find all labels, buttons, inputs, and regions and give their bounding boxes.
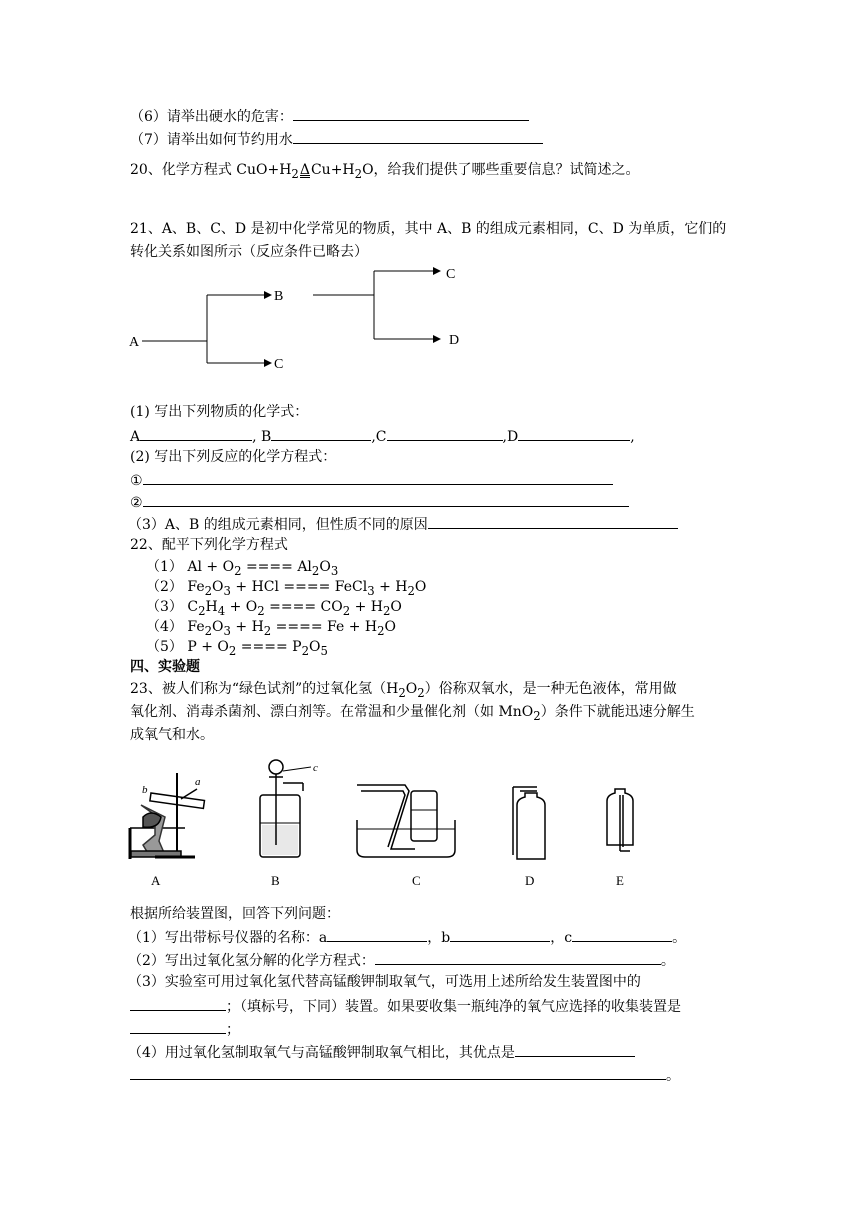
q23-sub4-line1 — [128, 1042, 635, 1062]
q22-eq3 — [146, 598, 402, 620]
blank-a-name[interactable] — [327, 927, 427, 942]
q22-eq4 — [146, 618, 396, 640]
subscript: 2 — [342, 603, 351, 618]
subscript: 2 — [257, 603, 265, 618]
subscript: 2 — [382, 603, 391, 618]
subscript: 2 — [398, 685, 406, 700]
blank-b[interactable] — [271, 426, 371, 441]
blank-a[interactable] — [140, 426, 252, 441]
subscript: 2 — [291, 166, 299, 181]
eq-number: （1） — [146, 559, 183, 575]
eq-part: + H — [374, 579, 408, 595]
intro-text: 氧化剂、消毒杀菌剂、漂白剂等。在常温和少量催化剂（如 MnO — [130, 704, 534, 720]
apparatus-c — [357, 785, 455, 857]
subscript: 2 — [228, 643, 237, 658]
q21-part2: (2) 写出下列反应的化学方程式： — [130, 449, 337, 465]
blank-reason[interactable] — [428, 514, 678, 529]
answer-blank[interactable] — [293, 106, 529, 121]
subscript: 2 — [377, 623, 385, 638]
label-apparatus-e: E — [616, 873, 624, 888]
sub3-text: ； — [226, 1022, 240, 1038]
subscript: 2 — [417, 685, 425, 700]
conversion-diagram — [120, 262, 480, 380]
eq-part: O — [212, 619, 224, 635]
intro-text: ）条件下就能迅速分解生 — [540, 704, 695, 720]
subscript: 2 — [263, 623, 272, 638]
q19-line7-text: （7）请举出如何节约用水 — [130, 132, 293, 148]
eq-part: O — [384, 619, 397, 635]
q21-part1: (1) 写出下列物质的化学式： — [130, 404, 309, 420]
answer-blank[interactable] — [293, 129, 543, 144]
intro-text: ）俗称双氧水，是一种无色液体，常用做 — [424, 681, 677, 697]
eq-part: Fe — [187, 579, 205, 595]
circled-2: ② — [130, 495, 143, 511]
eq-number: （5） — [146, 639, 183, 655]
subscript: 2 — [234, 563, 242, 578]
q23-intro-3: 成氧气和水。 — [130, 727, 214, 743]
node-d: D — [449, 333, 460, 348]
label-d: ,D — [502, 429, 519, 445]
q23-ask: 根据所给装置图，回答下列问题： — [130, 906, 340, 922]
eq-part: + H — [350, 599, 383, 615]
label-apparatus-b: B — [271, 873, 280, 888]
section-heading: 四、实验题 — [130, 659, 200, 675]
q20-text-2: Cu+H — [310, 162, 355, 178]
eq-part: O — [319, 559, 331, 575]
subscript: 2 — [533, 708, 541, 723]
sub1-text: ，c — [550, 930, 573, 946]
eq-part: + HCl ==== FeCl — [230, 579, 368, 595]
subscript: 2 — [311, 563, 320, 578]
label-c-mark: c — [313, 762, 318, 774]
label-apparatus-d: D — [525, 873, 535, 888]
q21-part3-text: （3）A、B 的组成元素相同，但性质不同的原因 — [128, 517, 428, 533]
eq-part: Al + O — [187, 559, 235, 575]
blank-eq2[interactable] — [143, 492, 629, 507]
label-end: , — [630, 429, 635, 445]
apparatus-figure — [125, 755, 665, 895]
eq-number: （3） — [146, 599, 183, 615]
eq-part: ==== CO — [264, 599, 343, 615]
blank-equation[interactable] — [375, 950, 661, 965]
sub4-text: （4）用过氧化氢制取氧气与高锰酸钾制取氧气相比，其优点是 — [128, 1045, 515, 1061]
apparatus-b — [260, 760, 311, 857]
eq-part: P + O — [187, 639, 229, 655]
node-b: B — [274, 289, 284, 304]
heat-delta-symbol — [300, 161, 310, 179]
q23-intro-2 — [130, 703, 695, 725]
label-a-mark: a — [195, 776, 201, 788]
subscript: 2 — [198, 603, 206, 618]
sub1-text: ，b — [427, 930, 451, 946]
q23-sub4-line2 — [130, 1065, 680, 1085]
eq-part: ==== Al — [241, 559, 312, 575]
eq-part: ==== P — [236, 639, 302, 655]
node-a: A — [129, 335, 140, 350]
subscript: 2 — [407, 583, 415, 598]
eq-part: O — [390, 599, 402, 615]
q23-sub3-line3 — [130, 1019, 240, 1039]
eq-part: + H — [230, 619, 264, 635]
q21-line2: 转化关系如图所示（反应条件已略去） — [130, 244, 368, 260]
q22-eq1 — [146, 558, 338, 580]
label-c: ,C — [371, 429, 387, 445]
sub2-text: 。 — [660, 953, 675, 969]
q22-eq5 — [146, 638, 328, 660]
q23-sub3-line1: （3）实验室可用过氧化氢代替高锰酸钾制取氧气，可选用上述所给发生装置图中的 — [128, 974, 641, 990]
blank-advantage[interactable] — [515, 1042, 635, 1057]
eq-part: O — [414, 579, 427, 595]
subscript: 3 — [330, 563, 339, 578]
sub1-text: （1）写出带标号仪器的名称：a — [128, 930, 328, 946]
q22-eq2 — [146, 578, 426, 600]
node-c: C — [274, 357, 284, 372]
blank-eq1[interactable] — [143, 470, 613, 485]
sub2-text: （2）写出过氧化氢分解的化学方程式： — [128, 953, 375, 969]
q21-eq1 — [130, 470, 613, 490]
eq-part: Fe — [187, 619, 205, 635]
q20-text-3: O，给我们提供了哪些重要信息？试简述之。 — [362, 162, 640, 178]
node-c2: C — [446, 267, 456, 282]
sub3-text: ；（填标号，下同）装置。如果要收集一瓶纯净的氧气应选择的收集装置是 — [226, 999, 681, 1015]
q23-intro-1 — [130, 680, 677, 702]
q22-title: 22、配平下列化学方程式 — [130, 537, 288, 553]
blank-collector[interactable] — [130, 1019, 226, 1034]
eq-part: O — [212, 579, 224, 595]
eq-part: ==== Fe + H — [271, 619, 378, 635]
blank-b-name[interactable] — [450, 927, 550, 942]
eq-number: （4） — [146, 619, 183, 635]
subscript: 3 — [223, 583, 231, 598]
label-apparatus-c: C — [412, 873, 421, 888]
subscript: 2 — [204, 583, 213, 598]
eq-part: + O — [225, 599, 258, 615]
blank-c-name[interactable] — [572, 927, 672, 942]
q21-part3 — [128, 514, 678, 534]
label-b: , B — [252, 429, 272, 445]
sub4-text: 。 — [666, 1068, 680, 1084]
intro-text: O — [405, 681, 418, 697]
subscript: 4 — [217, 603, 226, 618]
subscript: 2 — [354, 166, 363, 181]
q19-line6-text: （6）请举出硬水的危害： — [130, 109, 293, 125]
subscript: 3 — [367, 583, 375, 598]
blank-advantage-2[interactable] — [130, 1065, 666, 1080]
blank-c[interactable] — [387, 426, 503, 441]
subscript: 5 — [320, 643, 328, 658]
intro-text: 23、被人们称为“绿色试剂”的过氧化氢（H — [130, 681, 399, 697]
q21-formula-line — [130, 426, 635, 446]
delta-glyph: Δ — [299, 162, 310, 178]
subscript: 2 — [204, 623, 213, 638]
circled-1: ① — [130, 473, 143, 489]
q21-eq2 — [130, 492, 629, 512]
apparatus-d — [513, 787, 545, 859]
label-a: A — [130, 429, 141, 445]
q19-line7 — [130, 129, 543, 149]
eq-number: （2） — [146, 579, 183, 595]
q23-sub1 — [128, 927, 686, 947]
q20-question — [130, 161, 640, 183]
blank-generator[interactable] — [130, 996, 226, 1011]
q19-line6 — [130, 106, 529, 126]
sub1-text: 。 — [672, 930, 687, 946]
eq-part: O — [309, 639, 321, 655]
q23-sub2 — [128, 950, 675, 970]
q20-text-1: 20、化学方程式 CuO+H — [130, 162, 292, 178]
subscript: 3 — [223, 623, 231, 638]
label-apparatus-a: A — [151, 873, 161, 888]
apparatus-e — [607, 789, 633, 851]
eq-part: C — [187, 599, 199, 615]
subscript: 2 — [301, 643, 309, 658]
q21-line1: 21、A、B、C、D 是初中化学常见的物质，其中 A、B 的组成元素相同，C、D 为单质，它们的 — [130, 221, 727, 237]
q23-sub3-line2 — [130, 996, 681, 1016]
eq-part: H — [205, 599, 218, 615]
blank-d[interactable] — [518, 426, 630, 441]
label-b-mark: b — [142, 784, 148, 796]
